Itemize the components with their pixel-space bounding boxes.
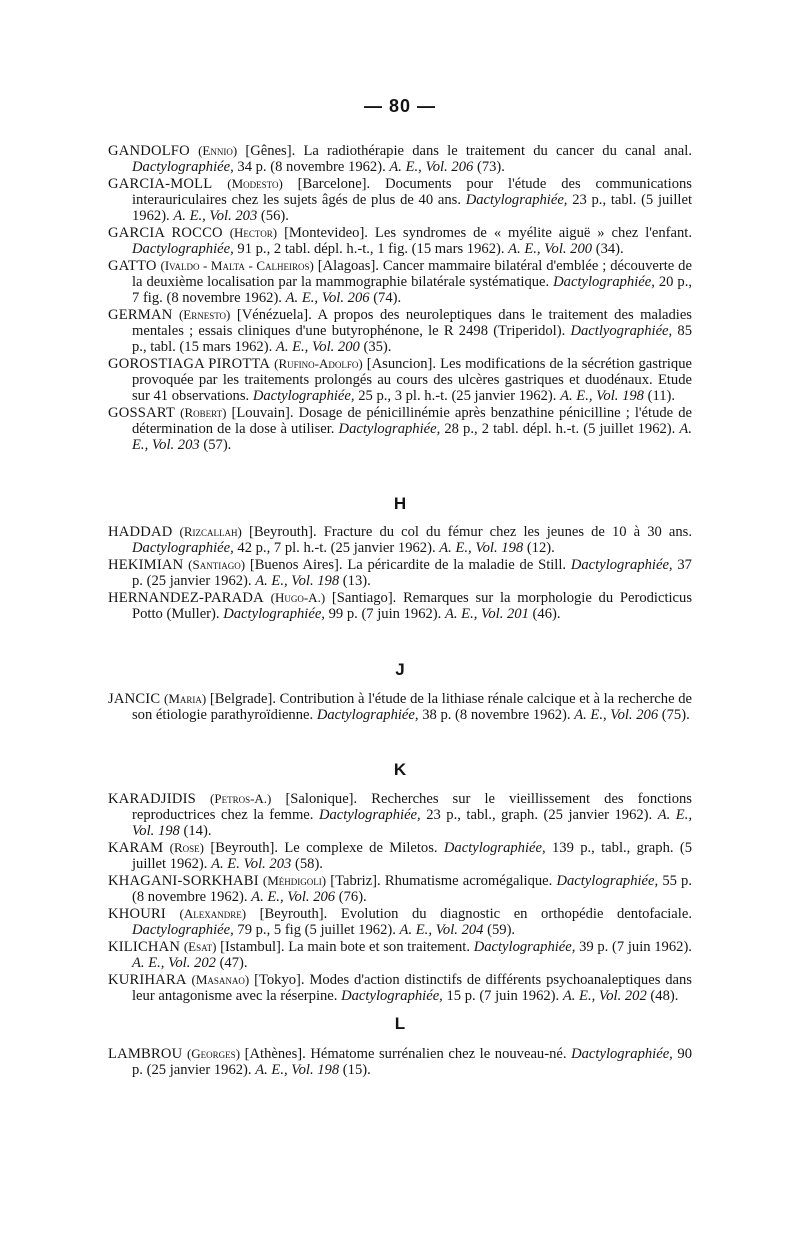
section-h <box>108 524 692 623</box>
author-given-name: (Rizcallah) <box>179 524 242 539</box>
entry-text: Dosage de pénicillinémie après benzathine pénicilline ; l'étude de détermination de la dose à utiliser. <box>132 405 693 437</box>
entry-text: (13). <box>342 573 371 589</box>
italic-text: Dactylographiée, <box>443 840 546 856</box>
section-g <box>108 143 692 454</box>
entry-text: (35). <box>363 339 392 355</box>
entry-text: [Tokyo]. <box>254 972 305 988</box>
author-name: KHAGANI-SORKHABI <box>108 873 259 889</box>
bibliography-entry <box>108 176 692 224</box>
author-name: GOROSTIAGA PIROTTA <box>108 356 271 372</box>
section-j <box>108 691 692 724</box>
entry-text: [Belgrade]. <box>209 691 276 707</box>
entry-text: 91 p., 2 tabl. dépl. h.-t., 1 fig. (15 mars 1962). <box>237 241 505 257</box>
entry-text: 23 p., tabl., graph. (25 janvier 1962). <box>426 807 653 823</box>
entry-text: (58). <box>294 856 323 872</box>
entry-text: Recherches sur le vieillissement des fonctions reproductrices chez la femme. <box>132 791 692 823</box>
author-name: KURIHARA <box>108 972 187 988</box>
bibliography-entry <box>108 405 692 453</box>
italic-text: Dactylographiée, <box>316 707 419 723</box>
italic-text: A. E., Vol. 206 <box>251 889 336 905</box>
bibliography-entry <box>108 590 692 622</box>
italic-text: A. E., Vol. 201 <box>444 606 529 622</box>
entry-text: (46). <box>532 606 561 622</box>
author-given-name: (Méhdigoli) <box>262 873 327 888</box>
italic-text: Dactylographiée, <box>570 557 673 573</box>
page-number: — 80 — <box>363 96 437 116</box>
author-given-name: (Alexandre) <box>179 906 247 921</box>
entry-text: [Vénézuela]. <box>236 307 312 323</box>
entry-text: [Athènes]. <box>244 1046 306 1062</box>
author-given-name: (Ivaldo - Malta - Calheiros) <box>160 258 314 273</box>
section-heading-k: K <box>393 760 407 779</box>
italic-text: Dactylographiée, <box>556 873 659 889</box>
author-given-name: (Rufino-Adolfo) <box>274 356 363 371</box>
italic-text: A. E., Vol. 198 <box>132 807 692 839</box>
italic-text: A. E., Vol. 206 <box>389 159 474 175</box>
author-name: KARAM <box>108 840 164 856</box>
entry-text: (15). <box>342 1062 371 1078</box>
italic-text: A. E., Vol. 206 <box>574 707 659 723</box>
entry-text: 34 p. (8 novembre 1962). <box>237 159 386 175</box>
italic-text: A. E., Vol. 198 <box>560 388 644 404</box>
entry-text: [Louvain]. <box>231 405 294 421</box>
italic-text: A. E., Vol. 198 <box>255 1062 340 1078</box>
entry-text: (11). <box>647 388 676 404</box>
entry-text: (73). <box>476 159 505 175</box>
italic-text: Dactlyographiée, <box>570 323 673 339</box>
italic-text: A. E., Vol. 202 <box>132 955 216 971</box>
entry-text: 139 p., tabl., graph. (5 juillet 1962). <box>132 840 693 872</box>
entry-text: 38 p. (8 novembre 1962). <box>422 707 571 723</box>
section-heading-h: H <box>393 494 407 513</box>
entry-text: (57). <box>203 437 232 453</box>
entry-text: [Tabriz]. <box>330 873 381 889</box>
italic-text: Dactylographiée, <box>132 241 234 257</box>
entry-text: (76). <box>338 889 367 905</box>
bibliography-entry <box>108 143 692 175</box>
entry-text: Les syndromes de « myélite aiguë » chez l'enfant. <box>374 225 693 241</box>
bibliography-entry <box>108 972 692 1004</box>
author-name: KILICHAN <box>108 939 181 955</box>
entry-text: La radiothérapie dans le traitement du cancer du canal anal. <box>303 143 692 159</box>
entry-text: [Beyrouth]. <box>248 524 317 540</box>
entry-text: 55 p. (8 novembre 1962). <box>132 873 692 905</box>
bibliography-entry <box>108 791 692 839</box>
italic-text: Dactylographiée, <box>318 807 421 823</box>
entry-text: Fracture du col du fémur chez les jeunes de 10 à 30 ans. <box>323 524 692 540</box>
italic-text: A. E., Vol. 200 <box>508 241 593 257</box>
author-name: GANDOLFO <box>108 143 190 159</box>
author-given-name: (Masanao) <box>191 972 250 987</box>
section-heading-l: L <box>394 1014 406 1033</box>
entry-text: A propos des neuroleptiques dans le traitement des maladies mentales ; essais cliniques d'une butyrophénone, le R 2498 (Triperidol). <box>132 307 692 339</box>
entry-text: (12). <box>526 540 555 556</box>
bibliography-entry <box>108 258 692 306</box>
italic-text: A. E., Vol. 198 <box>439 540 524 556</box>
entry-text: Cancer mammaire bilatéral d'emblée ; découverte de la deuxième localisation par la mammographie bilatérale systématique. <box>132 258 692 290</box>
bibliography-entry <box>108 557 692 589</box>
entry-text: (47). <box>219 955 248 971</box>
bibliography-entry <box>108 939 692 971</box>
italic-text: Dactylographiée, <box>132 540 234 556</box>
italic-text: Dactylographiée, <box>132 159 234 175</box>
italic-text: A. E., Vol. 200 <box>275 339 360 355</box>
bibliography-entry <box>108 906 692 938</box>
entry-text: [Beyrouth]. <box>259 906 328 922</box>
italic-text: Dactylographiée, <box>252 388 355 404</box>
entry-text: Hématome surrénalien chez le nouveau-né. <box>310 1046 567 1062</box>
entry-text: Evolution du diagnostic en orthopédie dentofaciale. <box>340 906 692 922</box>
italic-text: A. E., Vol. 203 <box>132 421 692 453</box>
italic-text: Dactylographiée, <box>341 988 443 1004</box>
author-given-name: (Rose) <box>169 840 205 855</box>
entry-text: La main bote et son traitement. <box>288 939 470 955</box>
italic-text: A. E., Vol. 206 <box>285 290 370 306</box>
entry-text: [Montevideo]. <box>284 225 368 241</box>
section-heading-j: J <box>395 660 405 679</box>
author-name: HADDAD <box>108 524 173 540</box>
author-name: HERNANDEZ-PARADA <box>108 590 264 606</box>
author-name: GARCIA ROCCO <box>108 225 223 241</box>
author-name: KARADJIDIS <box>108 791 196 807</box>
bibliography-entry <box>108 873 692 905</box>
bibliography-entry <box>108 691 692 723</box>
author-given-name: (Petros-A.) <box>210 791 272 806</box>
entry-text: (74). <box>373 290 402 306</box>
entry-text: Documents pour l'étude des communications interauriculaires chez les sujets âgés de plus de 40 ans. <box>132 176 692 208</box>
italic-text: Dactylographiée, <box>223 606 325 622</box>
entry-text: 25 p., 3 pl. h.-t. (25 janvier 1962). <box>358 388 557 404</box>
entry-text: Remarques sur la morphologie du Perodicticus Potto (Muller). <box>132 590 693 622</box>
entry-text: 90 p. (25 janvier 1962). <box>132 1046 692 1078</box>
author-given-name: (Robert) <box>180 405 227 420</box>
italic-text: A. E., Vol. 204 <box>399 922 484 938</box>
author-name: GERMAN <box>108 307 173 323</box>
entry-text: (59). <box>487 922 516 938</box>
author-given-name: (Ernesto) <box>178 307 231 322</box>
author-name: LAMBROU <box>108 1046 183 1062</box>
entry-text: [Istambul]. <box>220 939 285 955</box>
entry-text: 23 p., tabl. (5 juillet 1962). <box>132 192 692 224</box>
italic-text: Dactylographiée, <box>465 192 568 208</box>
author-name: JANCIC <box>108 691 161 707</box>
author-given-name: (Esat) <box>183 939 217 954</box>
entry-text: (14). <box>183 823 212 839</box>
entry-text: (56). <box>260 208 289 224</box>
author-name: HEKIMIAN <box>108 557 184 573</box>
italic-text: A. E., Vol. 202 <box>562 988 647 1004</box>
author-name: GARCIA-MOLL <box>108 176 213 192</box>
italic-text: Dactylographiée, <box>473 939 576 955</box>
author-given-name: (Ennio) <box>198 143 238 158</box>
entry-text: [Beyrouth]. <box>210 840 279 856</box>
entry-text: La péricardite de la maladie de Still. <box>347 557 567 573</box>
bibliography-entry <box>108 225 692 257</box>
entry-text: 20 p., 7 fig. (8 novembre 1962). <box>132 274 692 306</box>
author-given-name: (Maria) <box>164 691 207 706</box>
entry-text: (34). <box>595 241 624 257</box>
entry-text: Modes d'action distinctifs de différents psychoanaleptiques dans leur antagonisme avec la réserpine. <box>132 972 692 1004</box>
bibliography-entry <box>108 840 692 872</box>
section-k <box>108 791 692 1005</box>
entry-text: 99 p. (7 juin 1962). <box>328 606 442 622</box>
entry-text: 42 p., 7 pl. h.-t. (25 janvier 1962). <box>237 540 436 556</box>
entry-text: [Alagoas]. <box>317 258 379 274</box>
entry-text: 85 p., tabl. (15 mars 1962). <box>132 323 692 355</box>
entry-text: (75). <box>661 707 690 723</box>
author-given-name: (Hector) <box>229 225 278 240</box>
entry-text: Rhumatisme acromégalique. <box>384 873 553 889</box>
author-given-name: (Georges) <box>186 1046 241 1061</box>
entry-text: [Barcelone]. <box>297 176 371 192</box>
entry-text: Les modifications de la sécrétion gastrique provoquée par les traitements prolongés au cours des ulcères gastriques et duodénaux. Etude sur 41 observations. <box>132 356 692 404</box>
italic-text: A. E. Vol. 203 <box>211 856 292 872</box>
entry-text: [Asuncion]. <box>366 356 437 372</box>
entry-text: [Salonique]. <box>285 791 358 807</box>
entry-text: 15 p. (7 juin 1962). <box>446 988 560 1004</box>
italic-text: A. E., Vol. 203 <box>173 208 258 224</box>
author-name: GATTO <box>108 258 157 274</box>
entry-text: Le complexe de Miletos. <box>284 840 438 856</box>
bibliography-entry <box>108 524 692 556</box>
entry-text: 37 p. (25 janvier 1962). <box>132 557 692 589</box>
italic-text: Dactylographiée, <box>553 274 655 290</box>
entry-text: 28 p., 2 tabl. dépl. h.-t. (5 juillet 1962). <box>444 421 676 437</box>
bibliography-entry <box>108 356 692 404</box>
section-l <box>108 1046 692 1079</box>
entry-text: [Gênes]. <box>245 143 296 159</box>
author-given-name: (Modesto) <box>227 176 283 191</box>
author-given-name: (Hugo-A.) <box>270 590 326 605</box>
author-given-name: (Santiago) <box>188 557 246 572</box>
italic-text: Dactylographiée, <box>338 421 441 437</box>
author-name: KHOURI <box>108 906 166 922</box>
italic-text: Dactylographiée, <box>132 922 234 938</box>
entry-text: (48). <box>650 988 679 1004</box>
italic-text: A. E., Vol. 198 <box>255 573 340 589</box>
bibliography-entry <box>108 307 692 355</box>
author-name: GOSSART <box>108 405 176 421</box>
italic-text: Dactylographiée, <box>571 1046 673 1062</box>
entry-text: 79 p., 5 fig (5 juillet 1962). <box>237 922 396 938</box>
entry-text: Contribution à l'étude de la lithiase rénale calcique et à la recherche de son étiologie parathyroïdienne. <box>132 691 693 723</box>
entry-text: [Buenos Aires]. <box>249 557 343 573</box>
entry-text: 39 p. (7 juin 1962). <box>579 939 692 955</box>
entry-text: [Santiago]. <box>331 590 397 606</box>
bibliography-entry <box>108 1046 692 1078</box>
